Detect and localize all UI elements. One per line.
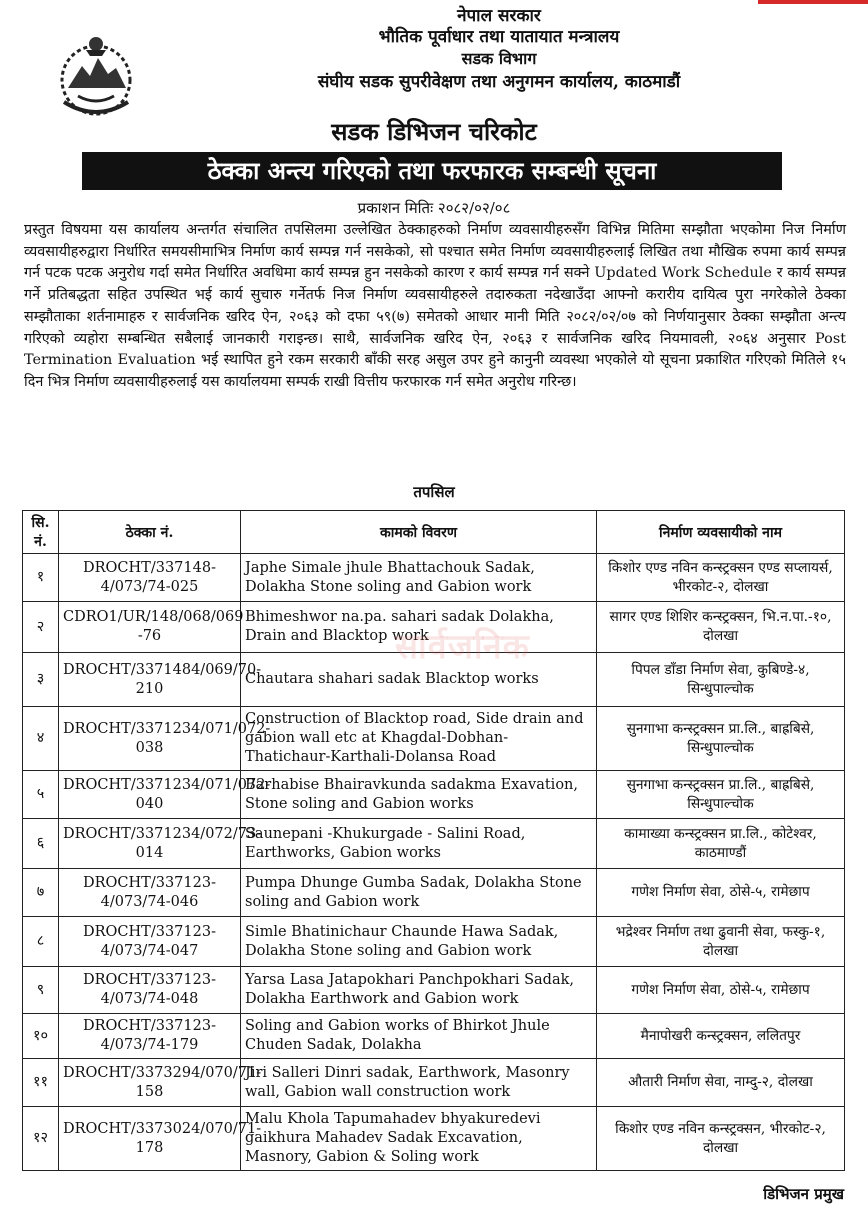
row-contractor: सागर एण्ड शिशिर कन्स्ट्रक्सन, भि.न.पा.-१०, दोलखा — [597, 602, 845, 653]
row-sn: १ — [23, 554, 59, 602]
row-sn: ७ — [23, 869, 59, 917]
table-row — [23, 554, 845, 602]
row-contract-no: DROCHT/3373024/070/71-178 — [59, 1107, 241, 1171]
table-row — [23, 1059, 845, 1107]
signoff: डिभिजन प्रमुख — [763, 1185, 844, 1203]
row-description: Saunepani -Khukurgade - Salini Road, Earthworks, Gabion works — [241, 819, 597, 869]
row-contract-no: DROCHT/3371234/071/072-040 — [59, 771, 241, 819]
letterhead — [150, 6, 848, 94]
row-description: Jiri Salleri Dinri sadak, Earthwork, Masonry wall, Gabion wall construction work — [241, 1059, 597, 1107]
row-contract-no: DROCHT/3371234/071/072-038 — [59, 707, 241, 771]
notice-title-banner: ठेक्का अन्त्य गरिएको तथा फरफारक सम्बन्धी सूचना — [82, 152, 782, 190]
nepal-emblem-icon — [50, 30, 142, 122]
row-sn: ९ — [23, 967, 59, 1014]
row-sn: ११ — [23, 1059, 59, 1107]
row-description: Construction of Blacktop road, Side drain and gabion wall etc at Khagdal-Dobhan-Thatichaur-Karthali-Dolansa Road — [241, 707, 597, 771]
table-row — [23, 1107, 845, 1171]
row-contractor: कामाख्या कन्स्ट्रक्सन प्रा.लि., कोटेश्वर, काठमाण्डौं — [597, 819, 845, 869]
department-name: सडक विभाग — [461, 49, 537, 68]
watermark: सार्वजनिक — [395, 627, 530, 667]
table-row — [23, 869, 845, 917]
row-contract-no: CDRO1/UR/148/068/069 -76 — [59, 602, 241, 653]
govt-name: नेपाल सरकार — [457, 6, 541, 26]
row-description: Japhe Simale jhule Bhattachouk Sadak, Dolakha Stone soling and Gabion work — [241, 554, 597, 602]
row-contractor: गणेश निर्माण सेवा, ठोसे-५, रामेछाप — [597, 869, 845, 917]
row-contractor: औतारी निर्माण सेवा, नाम्दु-२, दोलखा — [597, 1059, 845, 1107]
schedule-label: तपसिल — [413, 483, 455, 501]
col-header-contract-no: ठेक्का नं. — [59, 511, 241, 554]
row-contract-no: DROCHT/337148-4/073/74-025 — [59, 554, 241, 602]
row-contract-no: DROCHT/337123-4/073/74-046 — [59, 869, 241, 917]
division-title: सडक डिभिजन चरिकोट — [331, 117, 537, 146]
row-sn: ८ — [23, 917, 59, 967]
table-row — [23, 1014, 845, 1059]
col-header-description: कामको विवरण — [241, 511, 597, 554]
row-contractor: सुनगाभा कन्स्ट्रक्सन प्रा.लि., बाह्रबिसे, सिन्धुपाल्चोक — [597, 771, 845, 819]
row-description: Yarsa Lasa Jatapokhari Panchpokhari Sadak, Dolakha Earthwork and Gabion work — [241, 967, 597, 1014]
row-description: Barhabise Bhairavkunda sadakma Exavation, Stone soling and Gabion works — [241, 771, 597, 819]
publish-date: प्रकाशन मितिः २०८२/०२/०८ — [357, 199, 511, 217]
top-red-strip — [758, 0, 868, 4]
row-contractor: किशोर एण्ड नविन कन्स्ट्रक्सन, भीरकोट-२, दोलखा — [597, 1107, 845, 1171]
col-header-sn: सि. नं. — [23, 511, 59, 554]
contracts-table — [22, 510, 845, 1171]
row-sn: १० — [23, 1014, 59, 1059]
ministry-name: भौतिक पूर्वाधार तथा यातायात मन्त्रालय — [378, 27, 620, 47]
row-description: Simle Bhatinichaur Chaunde Hawa Sadak, Dolakha Stone soling and Gabion work — [241, 917, 597, 967]
row-contract-no: DROCHT/3373294/070/71-158 — [59, 1059, 241, 1107]
row-sn: ५ — [23, 771, 59, 819]
notice-body: प्रस्तुत विषयमा यस कार्यालय अन्तर्गत संचालित तपसिलमा उल्लेखित ठेक्काहरुको निर्माण व्यवसायीहरुसँग विभिन्न मितिमा सम्झौता भएकोमा निज निर्माण व्यवसायीहरुद्वारा निर्धारित समयसीमाभित्र निर्माण कार्य सम्पन्न गर्न नसकेको, सो पश्चात समेत निर्माण व्यवसायीहरुलाई लिखित तथा मौखिक रुपमा कार्य सम्पन्न गर्न पटक पटक अनुरोध गर्दा समेत निर्धारित अवधिमा कार्य सम्पन्न हुन नसकेको कारण र कार्य सम्पन्न गर्न सक्ने Updated Work Schedule र कार्य सम्पन्न गर्ने प्रतिबद्धता सहित उपस्थित भई कार्य सुचारु गर्नेतर्फ निज निर्माण व्यवसायीहरुले तदारुकता नदेखाउँदा आफ्नो करारीय दायित्व पुरा नगरेकोले ठेक्का सम्झौताका शर्तनामाहरु र सार्वजनिक खरिद ऐन, २०६३ को दफा ५९(७) समेतको आधार मानी मिति २०८२/०२/०७ को निर्णयानुसार ठेक्का सम्झौता अन्त्य गरिएको व्यहोरा सम्बन्धित सबैलाई जानकारी गराइन्छ। साथै, सार्वजनिक खरिद ऐन, २०६३ र सार्वजनिक खरिद नियमावली, २०६४ अनुसार Post Termination Evaluation भई स्थापित हुने रकम सरकारी बाँकी सरह असुल उपर हुने कानुनी व्यवस्था भएकोले यो सूचना प्रकाशित गरिएको मितिले १५ दिन भित्र निर्माण व्यवसायीहरुलाई यस कार्यालयमा सम्पर्क राखी वित्तीय फरफारक गर्न समेत अनुरोध गरिन्छ। — [24, 222, 846, 390]
table-row — [23, 707, 845, 771]
table-row — [23, 967, 845, 1014]
row-sn: ६ — [23, 819, 59, 869]
row-contractor: पिपल डाँडा निर्माण सेवा, कुबिण्डे-४, सिन्धुपाल्चोक — [597, 653, 845, 707]
row-contract-no: DROCHT/337123-4/073/74-047 — [59, 917, 241, 967]
row-contract-no: DROCHT/3371484/069/70-210 — [59, 653, 241, 707]
row-sn: २ — [23, 602, 59, 653]
row-contract-no: DROCHT/337123-4/073/74-048 — [59, 967, 241, 1014]
row-sn: ३ — [23, 653, 59, 707]
row-contractor: गणेश निर्माण सेवा, ठोसे-५, रामेछाप — [597, 967, 845, 1014]
row-description: Bhimeshwor na.pa. sahari sadak Dolakha, Drain and Blacktop work — [241, 602, 597, 653]
row-sn: ४ — [23, 707, 59, 771]
row-description: Soling and Gabion works of Bhirkot Jhule Chuden Sadak, Dolakha — [241, 1014, 597, 1059]
row-contract-no: DROCHT/337123-4/073/74-179 — [59, 1014, 241, 1059]
table-row — [23, 917, 845, 967]
row-description: Chautara shahari sadak Blacktop works — [241, 653, 597, 707]
office-name: संघीय सडक सुपरीवेक्षण तथा अनुगमन कार्यालय, काठमाडौं — [317, 72, 681, 92]
row-sn: १२ — [23, 1107, 59, 1171]
col-header-contractor: निर्माण व्यवसायीको नाम — [597, 511, 845, 554]
row-contractor: भद्रेश्वर निर्माण तथा ढुवानी सेवा, फस्कु-१, दोलखा — [597, 917, 845, 967]
row-description: Malu Khola Tapumahadev bhyakuredevi gaikhura Mahadev Sadak Excavation, Masnory, Gabion & Soling work — [241, 1107, 597, 1171]
row-contract-no: DROCHT/3371234/072/73-014 — [59, 819, 241, 869]
row-contractor: सुनगाभा कन्स्ट्रक्सन प्रा.लि., बाह्रबिसे, सिन्धुपाल्चोक — [597, 707, 845, 771]
row-contractor: किशोर एण्ड नविन कन्स्ट्रक्सन एण्ड सप्लायर्स, भीरकोट-२, दोलखा — [597, 554, 845, 602]
table-header-row — [23, 511, 845, 554]
row-description: Pumpa Dhunge Gumba Sadak, Dolakha Stone soling and Gabion work — [241, 869, 597, 917]
table-row — [23, 819, 845, 869]
row-contractor: मैनापोखरी कन्स्ट्रक्सन, ललितपुर — [597, 1014, 845, 1059]
table-row — [23, 771, 845, 819]
